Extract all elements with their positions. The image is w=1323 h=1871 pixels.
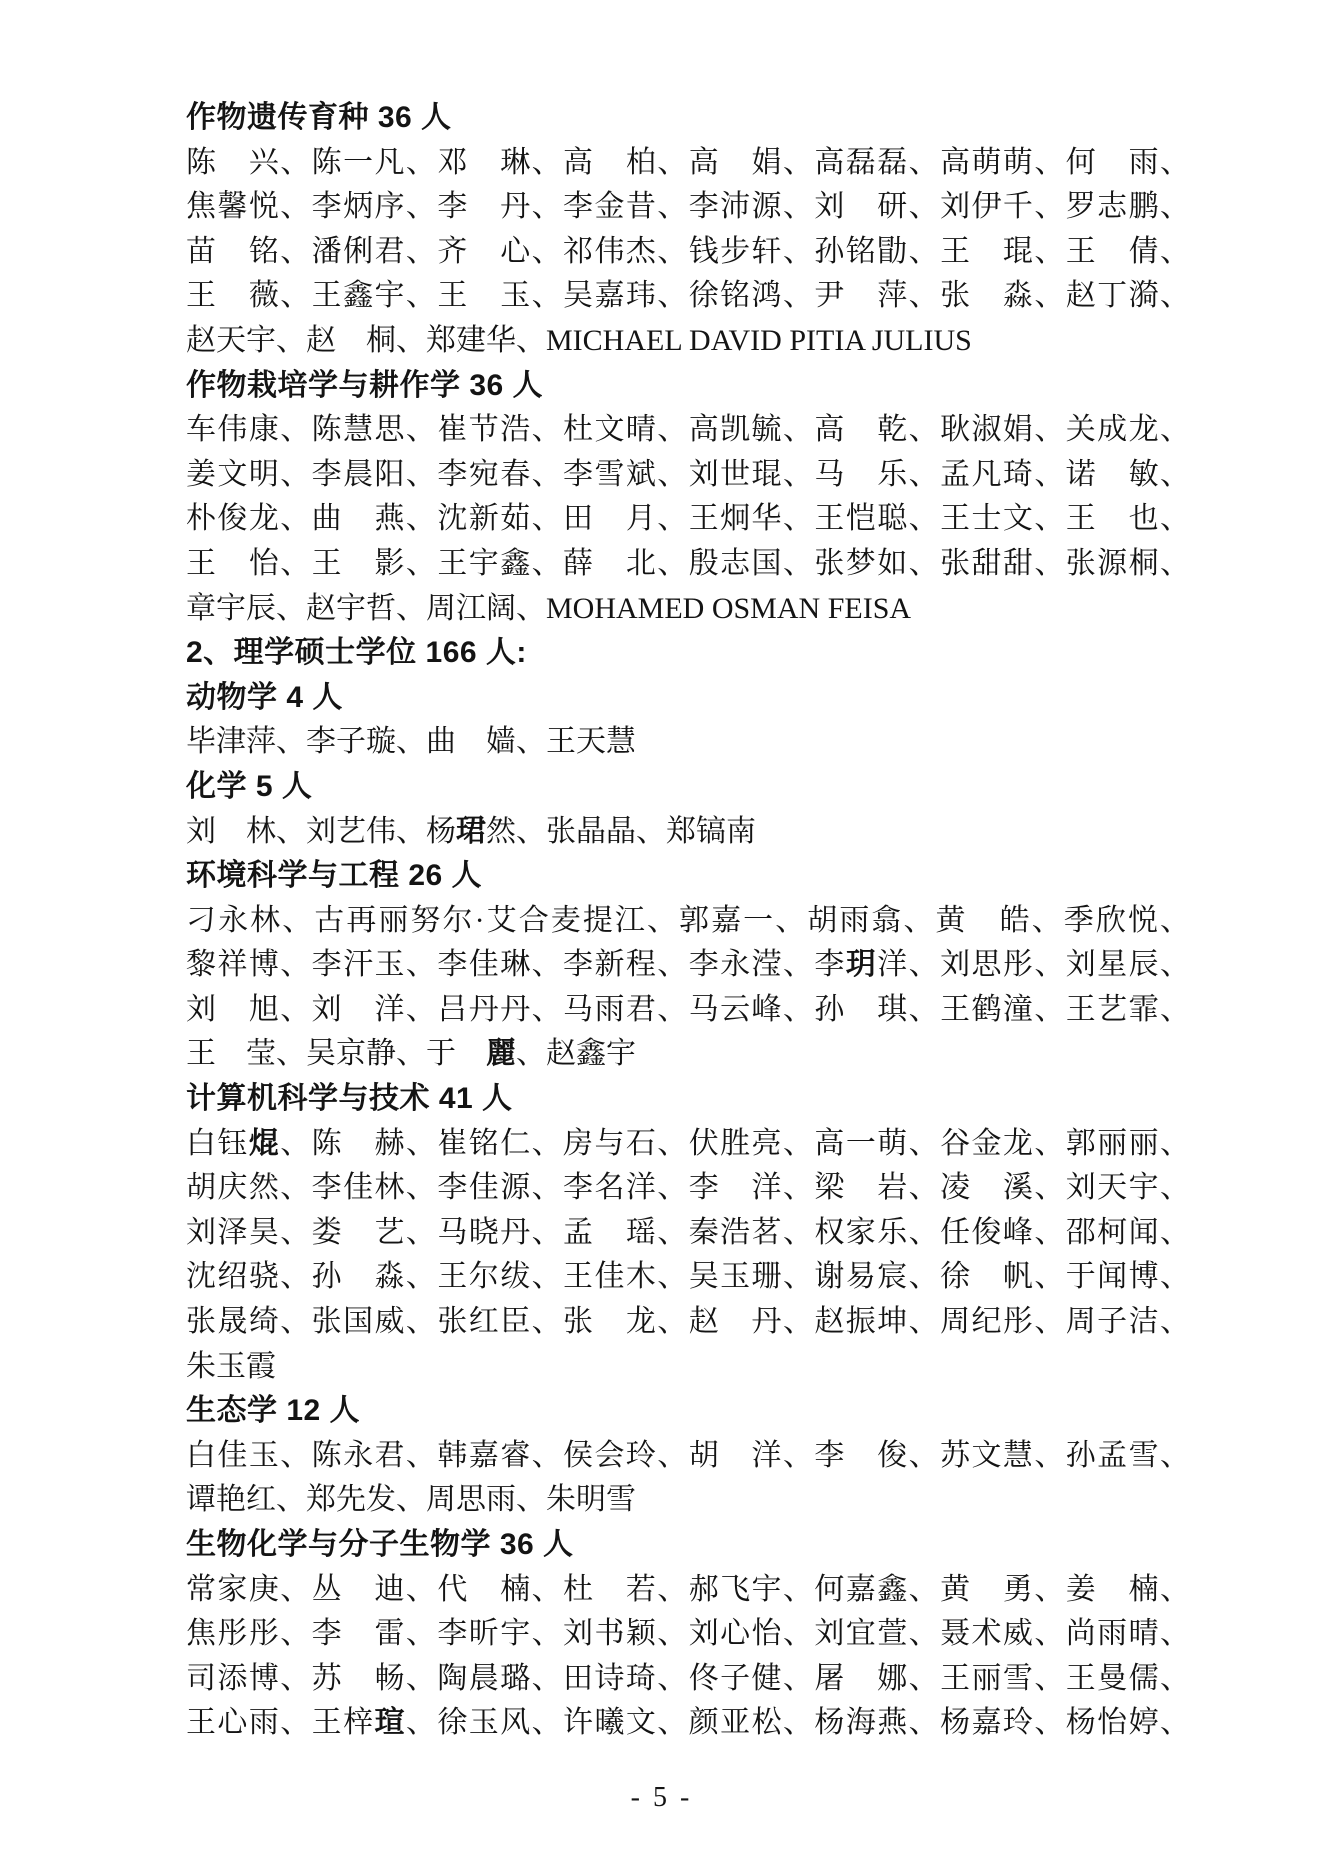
fallback-bold-char: 焜	[248, 1126, 281, 1160]
name-list-line: 王心雨、王梓瑄、徐玉风、许曦文、颜亚松、杨海燕、杨嘉玲、杨怡婷、	[186, 1706, 1191, 1740]
name-list-line: 刁永林、古再丽努尔·艾合麦提江、郭嘉一、胡雨翕、黄 皓、季欣悦、	[186, 903, 1190, 937]
name-list-line: 朴俊龙、曲 燕、沈新茹、田 月、王炯华、王恺聪、王士文、王 也、	[186, 502, 1190, 536]
name-list-line: 刘 林、刘艺伟、杨珺然、张晶晶、郑镐南	[186, 814, 756, 848]
section-heading: 计算机科学与技术 41 人	[186, 1082, 513, 1116]
name-list-line: 黎祥博、李汗玉、李佳琳、李新程、李永滢、李玥洋、刘思彤、刘星辰、	[186, 948, 1191, 982]
name-list-line: 毕津萍、李子璇、曲 嫱、王天慧	[186, 725, 636, 759]
section-heading: 作物遗传育种 36 人	[186, 101, 452, 134]
name-list-line: 张晟绮、张国威、张红臣、张 龙、赵 丹、赵振坤、周纪彤、周子洁、	[186, 1305, 1190, 1339]
name-list-line: 刘泽昊、娄 艺、马晓丹、孟 瑶、秦浩茗、权家乐、任俊峰、邵柯闻、	[186, 1215, 1190, 1249]
name-list-line: 车伟康、陈慧思、崔节浩、杜文晴、高凯毓、高 乾、耿淑娟、关成龙、	[186, 413, 1190, 447]
name-list-line: 王 莹、吴京静、于 麗、赵鑫宇	[186, 1037, 636, 1071]
section-heading: 化学 5 人	[186, 769, 313, 803]
section-heading: 生物化学与分子生物学 36 人	[186, 1528, 574, 1561]
section-heading: 作物栽培学与耕作学 36 人	[186, 368, 544, 402]
name-list-line: 赵天宇、赵 桐、郑建华、MICHAEL DAVID PITIA JULIUS	[186, 323, 972, 357]
section-heading: 环境科学与工程 26 人	[186, 859, 483, 893]
name-list-line: 王 怡、王 影、王宇鑫、薛 北、殷志国、张梦如、张甜甜、张源桐、	[186, 546, 1190, 580]
name-list-line: 司添博、苏 畅、陶晨璐、田诗琦、佟子健、屠 娜、王丽雪、王曼儒、	[186, 1661, 1190, 1695]
name-list-line: 胡庆然、李佳林、李佳源、李名洋、李 洋、梁 岩、凌 溪、刘天宇、	[186, 1171, 1190, 1205]
fallback-bold-char: 珺	[456, 814, 486, 848]
name-list-line: 焦彤彤、李 雷、李昕宇、刘书颖、刘心怡、刘宜萱、聂术威、尚雨晴、	[186, 1617, 1190, 1651]
section-heading: 生态学 12 人	[186, 1394, 361, 1428]
name-list-line: 章宇辰、赵宇哲、周江阔、MOHAMED OSMAN FEISA	[186, 591, 912, 625]
name-list-line: 王 薇、王鑫宇、王 玉、吴嘉玮、徐铭鸿、尹 萍、张 淼、赵丁漪、	[186, 279, 1190, 313]
name-list-line: 刘 旭、刘 洋、吕丹丹、马雨君、马云峰、孙 琪、王鹤潼、王艺霏、	[186, 992, 1190, 1026]
fallback-bold-char: 麗	[486, 1037, 516, 1071]
section-heading: 2、理学硕士学位 166 人:	[186, 636, 527, 670]
name-list-line: 谭艳红、郑先发、周思雨、朱明雪	[186, 1483, 636, 1517]
name-list-line: 朱玉霞	[186, 1349, 276, 1383]
name-list-line: 白钰焜、陈 赫、崔铭仁、房与石、伏胜亮、高一萌、谷金龙、郭丽丽、	[186, 1126, 1191, 1160]
fallback-bold-char: 瑄	[374, 1706, 406, 1740]
name-list-line: 常家庚、丛 迪、代 楠、杜 若、郝飞宇、何嘉鑫、黄 勇、姜 楠、	[186, 1572, 1190, 1606]
name-list-line: 焦馨悦、李炳序、李 丹、李金昔、李沛源、刘 研、刘伊千、罗志鹏、	[186, 190, 1190, 224]
section-heading: 动物学 4 人	[186, 680, 343, 714]
name-list-line: 姜文明、李晨阳、李宛春、李雪斌、刘世琨、马 乐、孟凡琦、诺 敏、	[186, 457, 1190, 491]
name-list-line: 沈绍骁、孙 淼、王尔绂、王佳木、吴玉珊、谢易宸、徐 帆、于闻博、	[186, 1260, 1190, 1294]
name-list-line: 苗 铭、潘俐君、齐 心、祁伟杰、钱步轩、孙铭勖、王 琨、王 倩、	[186, 234, 1190, 268]
name-list-line: 白佳玉、陈永君、韩嘉睿、侯会玲、胡 洋、李 俊、苏文慧、孙孟雪、	[186, 1438, 1190, 1472]
page-number: - 5 -	[630, 1782, 693, 1813]
fallback-bold-char: 玥	[845, 948, 878, 982]
name-list-line: 陈 兴、陈一凡、邓 琳、高 柏、高 娟、高磊磊、高萌萌、何 雨、	[186, 145, 1190, 179]
document-body	[186, 96, 1190, 1746]
